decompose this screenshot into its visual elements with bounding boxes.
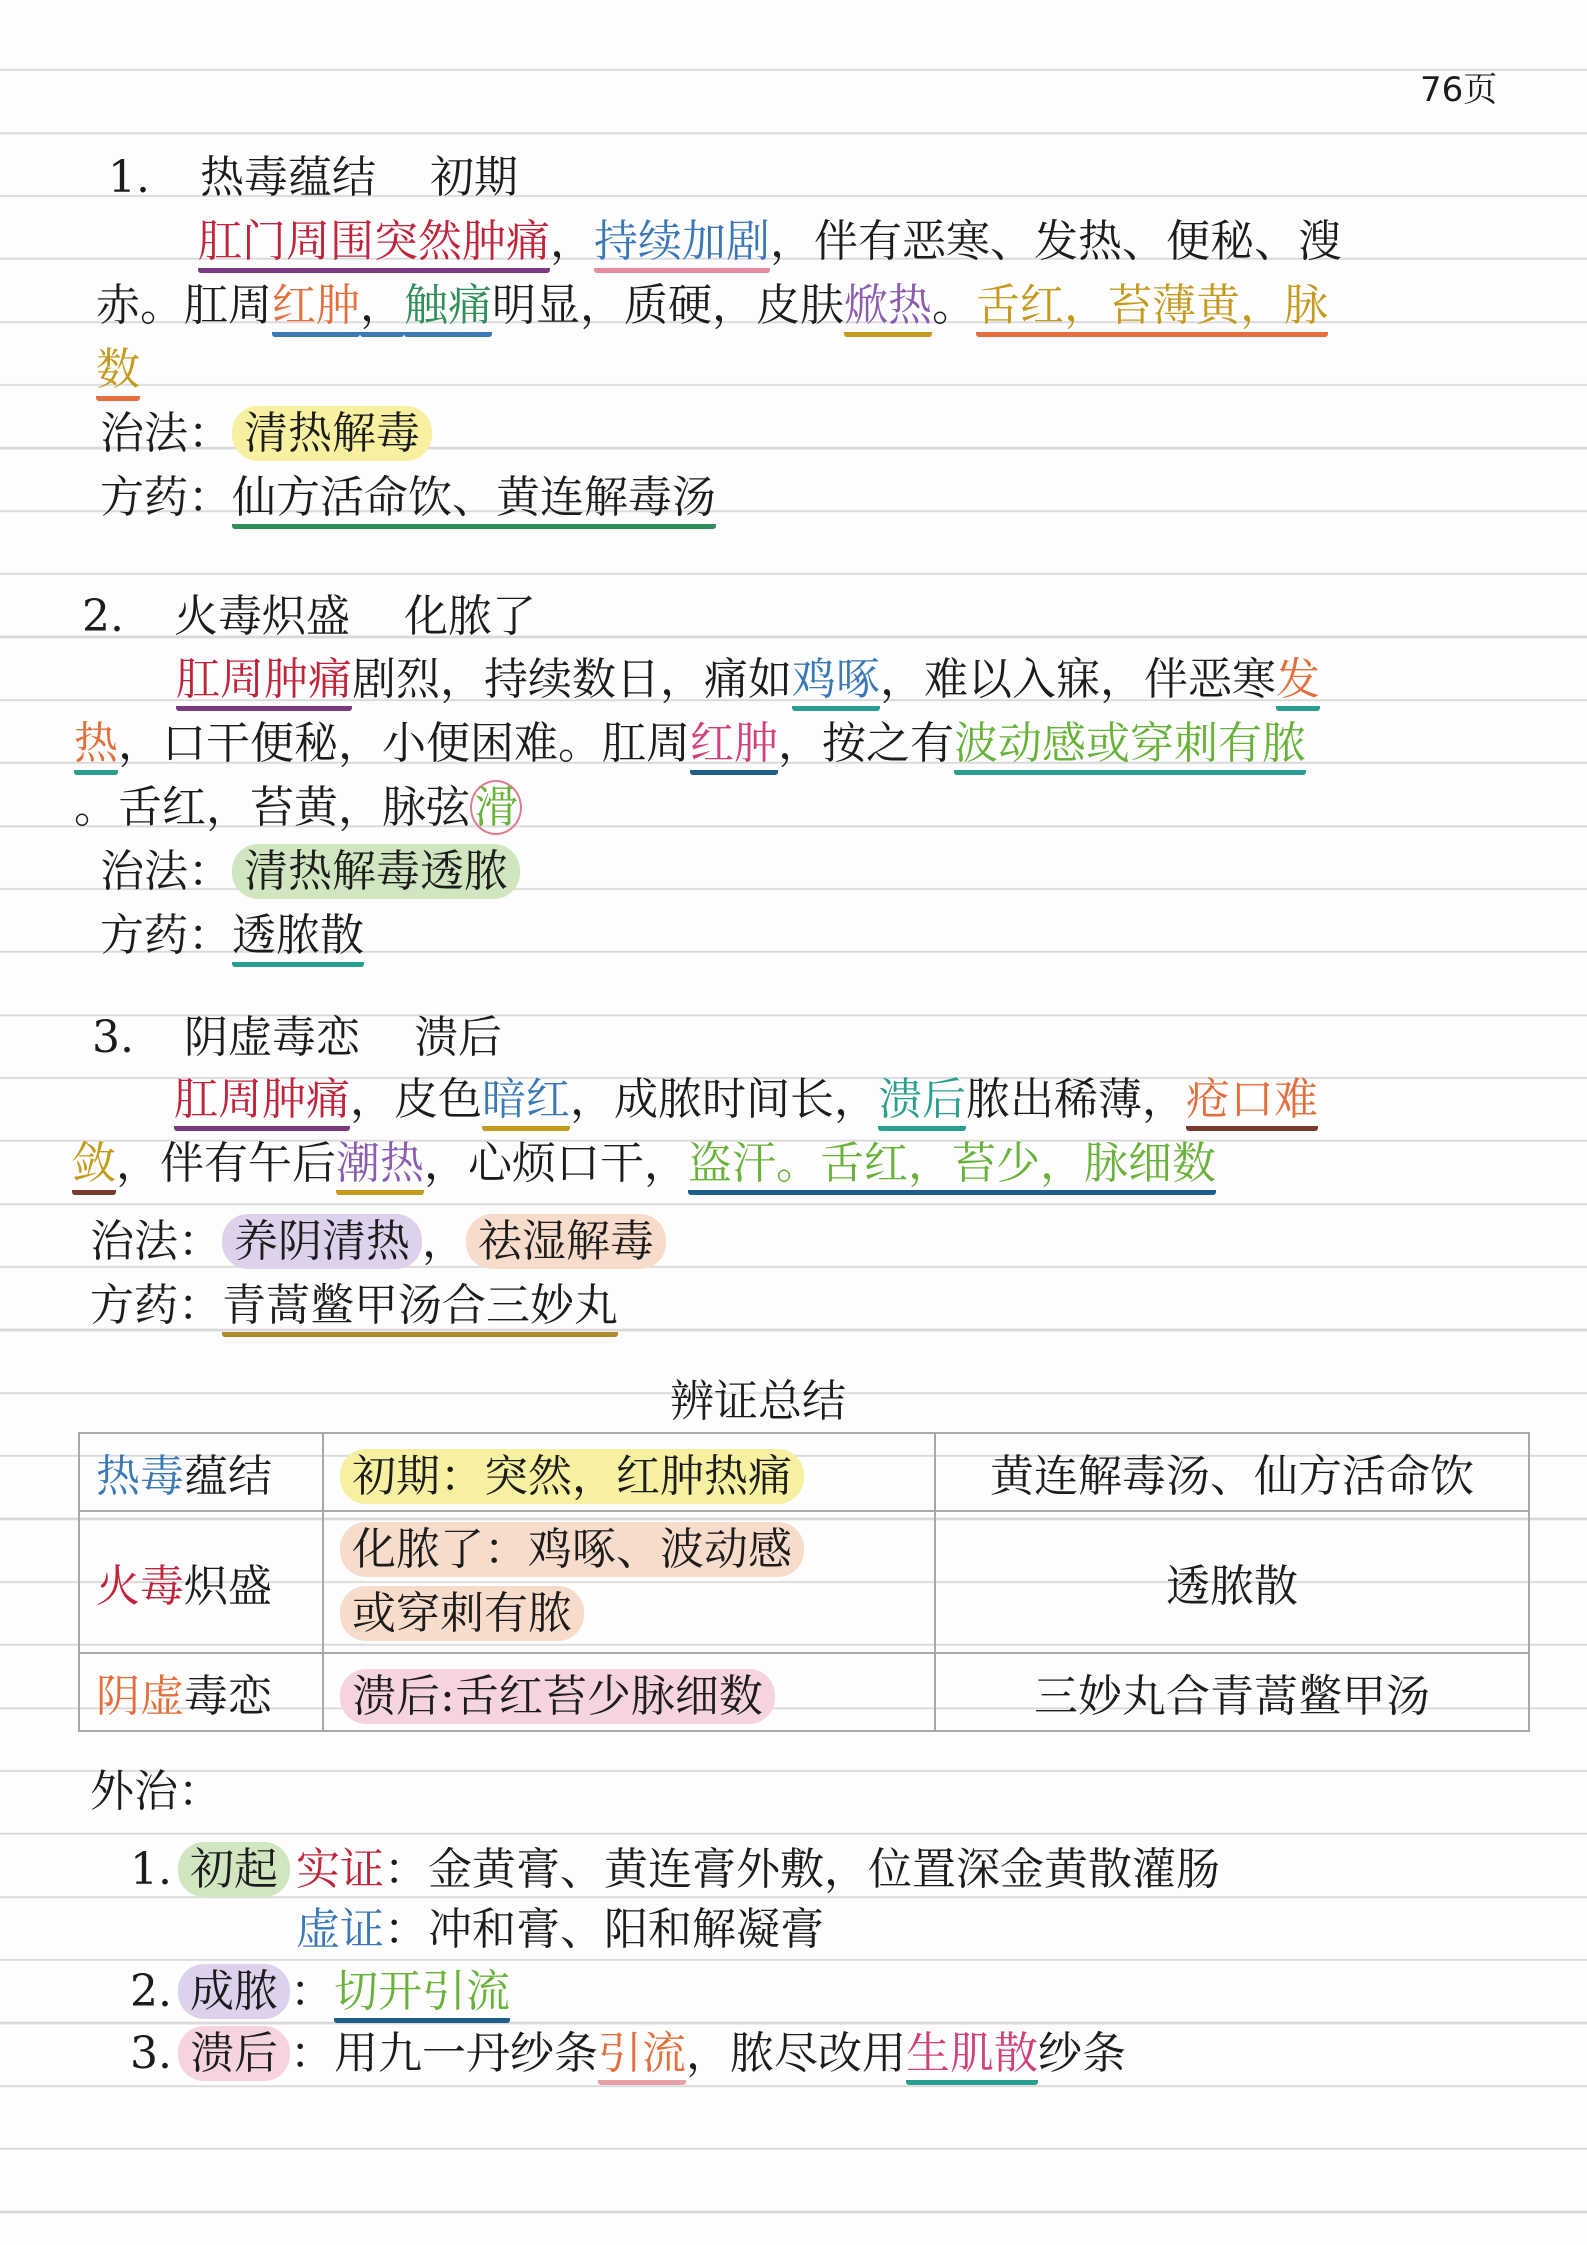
pattern-cell	[79, 1433, 323, 1511]
symptom-highlight: 疮口难	[1186, 1074, 1318, 1131]
method-highlight: 祛湿解毒	[466, 1214, 666, 1269]
pattern-text: 炽盛	[184, 1561, 272, 1612]
section-number: 1.	[108, 152, 150, 203]
symptom-highlight: 持续加剧	[594, 216, 770, 273]
punct: 。	[932, 280, 976, 331]
stage-highlight: 初起	[178, 1842, 290, 1897]
section3-rx	[90, 1274, 618, 1338]
tongue-pulse-highlight: 盗汗。舌红，苔少，脉细数	[688, 1138, 1216, 1195]
external-item-1b	[296, 1898, 824, 1962]
symptom-highlight: 红肿	[690, 718, 778, 775]
method-label: 治法：	[100, 846, 232, 897]
feature-highlight: 溃后:舌红苔少脉细数	[340, 1669, 775, 1724]
text: 赤。肛周	[96, 280, 272, 331]
text: ，伴有午后	[116, 1138, 336, 1189]
rx-text: 青蒿鳖甲汤合三妙丸	[222, 1280, 618, 1337]
treatment-text: ：冲和膏、阳和解凝膏	[384, 1904, 824, 1955]
punct: ，	[550, 216, 594, 267]
pattern-char: 热	[96, 1451, 140, 1502]
table-row	[79, 1433, 1529, 1511]
symptom-highlight: 触痛	[404, 280, 492, 337]
table-row	[79, 1511, 1529, 1653]
feature-cell	[323, 1433, 935, 1511]
pattern-char: 阴	[96, 1671, 140, 1722]
stage-highlight: 成脓	[178, 1964, 290, 2019]
symptom-highlight: 暗红	[482, 1074, 570, 1131]
syndrome-label: 实证	[295, 1844, 384, 1895]
syndrome-label: 虚证	[296, 1904, 384, 1955]
rx-cell: 三妙丸合青蒿鳖甲汤	[935, 1653, 1529, 1731]
symptom-highlight: 鸡啄	[792, 654, 880, 711]
section3-method	[90, 1210, 666, 1274]
rx-cell: 黄连解毒汤、仙方活命饮	[935, 1433, 1529, 1511]
treatment-text: 切开引流	[334, 1966, 510, 2023]
method-highlight: 养阴清热	[222, 1214, 422, 1269]
method-highlight: 清热解毒	[232, 406, 432, 461]
text: 剧烈，持续数日，痛如	[352, 654, 792, 705]
section-stage: 化脓了	[403, 591, 536, 642]
stage-highlight: 溃后	[178, 2026, 290, 2081]
pattern-text: 蕴结	[184, 1451, 272, 1502]
treatment-text: ：用九一丹纱条	[289, 2028, 598, 2079]
section-title: 阴虚毒恋	[183, 1012, 360, 1063]
text: ，心烦口干，	[424, 1138, 688, 1189]
symptom-highlight: 敛	[72, 1138, 116, 1195]
external-item-2	[130, 1960, 510, 2024]
section1-heading	[108, 146, 518, 210]
section2-line3	[74, 776, 522, 840]
symptom-highlight: 焮热	[844, 280, 932, 337]
text: 脓出稀薄，	[966, 1074, 1186, 1125]
section-title: 热毒蕴结	[199, 152, 376, 203]
circled-char: 滑	[470, 780, 522, 835]
method-highlight: 清热解毒透脓	[232, 844, 520, 899]
rx-label: 方药：	[100, 910, 232, 961]
tongue-pulse-highlight: 舌红，苔薄黄，脉	[976, 280, 1328, 337]
method-label: 治法：	[100, 408, 232, 459]
feature-highlight: 初期：突然，红肿热痛	[340, 1449, 804, 1504]
pattern-char: 虚	[140, 1671, 184, 1722]
feature-cell	[323, 1511, 935, 1653]
feature-cell	[323, 1653, 935, 1731]
punct: ：	[289, 1966, 334, 2017]
punct: ，	[422, 1216, 466, 1267]
summary-table	[78, 1432, 1530, 1732]
treatment-highlight: 引流	[598, 2028, 686, 2085]
symptom-highlight: 肛门周围突然肿痛	[198, 216, 550, 273]
pattern-text: 毒恋	[184, 1671, 272, 1722]
rx-text: 仙方活命饮、黄连解毒汤	[232, 472, 716, 529]
section3-line1	[174, 1068, 1318, 1132]
pattern-char: 毒	[140, 1451, 184, 1502]
pattern-cell	[79, 1511, 323, 1653]
external-item-3	[130, 2022, 1126, 2086]
text: ，成脓时间长，	[570, 1074, 878, 1125]
item-number: 2.	[130, 1966, 172, 2017]
method-label: 治法：	[90, 1216, 222, 1267]
symptom-highlight: 热	[74, 718, 118, 775]
external-item-1	[130, 1838, 1220, 1902]
item-number: 1.	[130, 1844, 172, 1895]
treatment-highlight: 生肌散	[906, 2028, 1038, 2085]
text: ，皮色	[350, 1074, 482, 1125]
text: ，难以入寐，伴恶寒	[880, 654, 1276, 705]
symptom-highlight: 潮热	[336, 1138, 424, 1195]
section2-rx	[100, 904, 364, 968]
section-title: 火毒炽盛	[173, 591, 350, 642]
symptom-highlight: 肛周肿痛	[176, 654, 352, 711]
text: ，伴有恶寒、发热、便秘、溲	[770, 216, 1342, 267]
section1-method	[100, 402, 432, 466]
section3-heading	[92, 1006, 502, 1070]
tongue-pulse-highlight: 数	[96, 344, 140, 401]
feature-highlight: 或穿刺有脓	[340, 1586, 584, 1641]
section1-line3	[96, 338, 140, 402]
section1-line2	[96, 274, 1328, 338]
section2-heading	[82, 585, 536, 649]
symptom-highlight: 发	[1276, 654, 1320, 711]
feature-highlight: 化脓了：鸡啄、波动感	[340, 1522, 804, 1577]
treatment-text: ：金黄膏、黄连膏外敷，位置深金黄散灌肠	[383, 1844, 1220, 1895]
summary-title: 辨证总结	[670, 1376, 846, 1427]
section1-line1	[198, 210, 1342, 274]
symptom-highlight: 波动感或穿刺有脓	[954, 718, 1306, 775]
section3-line2	[72, 1132, 1216, 1196]
text: ，按之有	[778, 718, 954, 769]
section-stage: 溃后	[413, 1012, 502, 1063]
section-number: 3.	[92, 1012, 134, 1063]
item-number: 3.	[130, 2028, 172, 2079]
treatment-text: 纱条	[1037, 2028, 1126, 2079]
rx-label: 方药：	[90, 1280, 222, 1331]
rx-label: 方药：	[100, 472, 232, 523]
text: 明显，质硬，皮肤	[492, 280, 844, 331]
section2-line2	[74, 712, 1306, 776]
section2-method	[100, 840, 520, 904]
rx-text: 透脓散	[232, 910, 364, 967]
treatment-text: ，脓尽改用	[685, 2028, 906, 2079]
pattern-cell	[79, 1653, 323, 1731]
symptom-highlight: 溃后	[878, 1074, 966, 1131]
rx-cell: 透脓散	[935, 1511, 1529, 1653]
page-number: 76页	[1420, 70, 1498, 110]
section1-rx	[100, 466, 716, 530]
section2-line1	[176, 648, 1320, 712]
pattern-char: 毒	[140, 1561, 184, 1612]
text: 。舌红，苔黄，脉弦	[74, 782, 470, 833]
punct: ，	[360, 280, 404, 337]
pattern-char: 火	[96, 1561, 140, 1612]
symptom-highlight: 肛周肿痛	[174, 1074, 350, 1131]
symptom-highlight: 红肿	[272, 280, 360, 337]
section-number: 2.	[82, 591, 124, 642]
text: ，口干便秘，小便困难。肛周	[118, 718, 690, 769]
table-row	[79, 1653, 1529, 1731]
external-title: 外治：	[90, 1766, 222, 1817]
section-stage: 初期	[429, 152, 518, 203]
